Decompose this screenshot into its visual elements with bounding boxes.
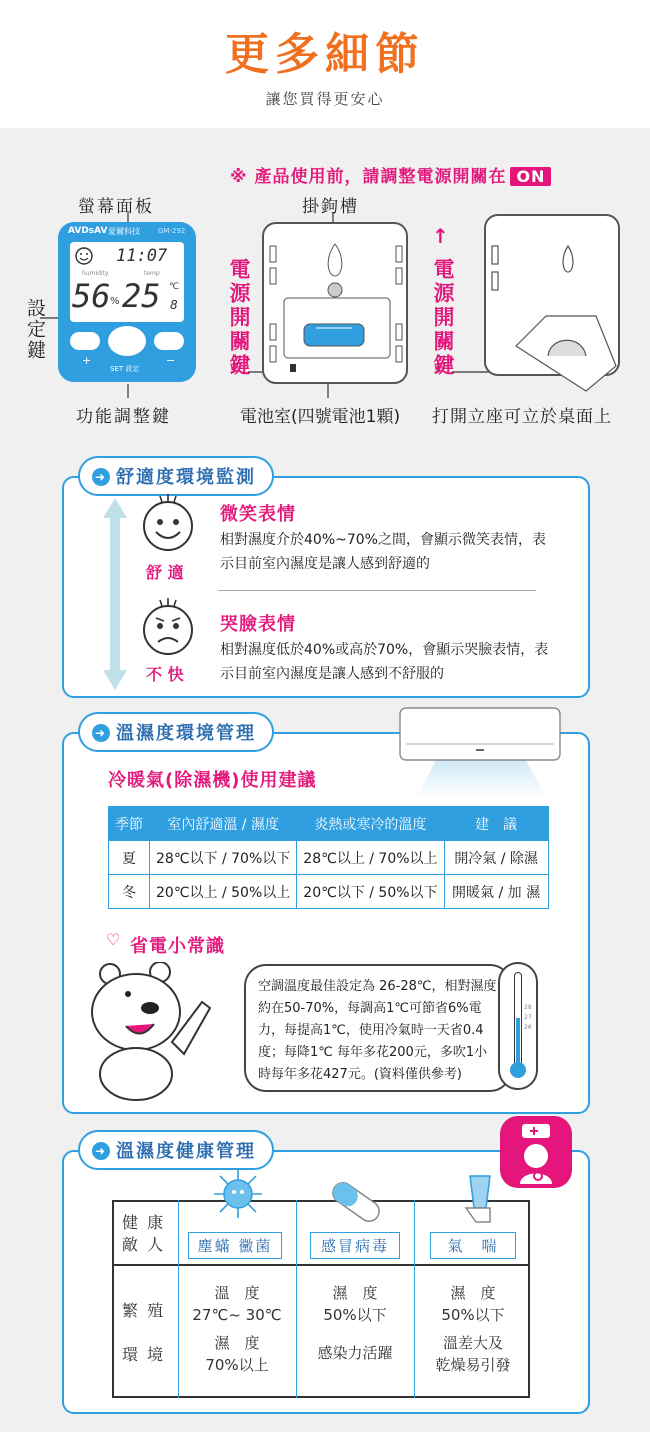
minus-label: − bbox=[166, 354, 176, 367]
dust-mite-icon bbox=[210, 1166, 266, 1222]
label-hook-slot: 掛鉤槽 bbox=[302, 197, 359, 217]
table-cell: 冬 bbox=[109, 875, 150, 909]
label-function-keys: 功能調整鍵 bbox=[76, 407, 171, 427]
thermometer-icon bbox=[498, 962, 538, 1090]
device-humidity-unit: % bbox=[110, 296, 120, 307]
smile-title: 微笑表情 bbox=[220, 504, 296, 525]
bear-mascot bbox=[80, 962, 220, 1102]
label-comfortable: 舒 適 bbox=[146, 563, 184, 582]
health-cell: 感染力活躍 bbox=[317, 1344, 393, 1362]
device-humidity-label: humidity bbox=[82, 270, 109, 277]
set-label: SET 設定 bbox=[110, 365, 140, 373]
device-time: 11:07 bbox=[116, 246, 168, 266]
health-cell: 濕 度 70%以上 bbox=[205, 1334, 269, 1374]
tip-title: 省電小常識 bbox=[130, 936, 225, 957]
arrow-right-icon: ➜ bbox=[92, 724, 110, 742]
device-back bbox=[262, 222, 408, 384]
label-battery: 電池室(四號電池1顆) bbox=[240, 407, 401, 427]
table-row bbox=[109, 841, 549, 875]
divider bbox=[218, 590, 536, 591]
label-power-switch-2: 電源開關鍵 bbox=[431, 258, 455, 378]
table-header: 季節 bbox=[109, 807, 150, 841]
arrow-right-icon: ➜ bbox=[92, 468, 110, 486]
arrow-right-icon: ➜ bbox=[92, 1142, 110, 1160]
table-cell: 28℃以上 / 70%以上 bbox=[297, 841, 444, 875]
table-header: 炎熱或寒冷的溫度 bbox=[297, 807, 444, 841]
comfort-heading: ➜ 舒適度環境監測 bbox=[78, 456, 274, 496]
ac-table bbox=[108, 806, 549, 909]
health-table-divider bbox=[112, 1264, 530, 1266]
smile-face-icon-large bbox=[134, 494, 202, 556]
device-brand-cn: 愛爾科技 bbox=[108, 227, 140, 236]
page-subtitle: 讓您買得更安心 bbox=[265, 90, 385, 108]
double-arrow-icon bbox=[100, 498, 130, 690]
nurse-icon bbox=[498, 1114, 574, 1190]
inhaler-icon bbox=[456, 1172, 500, 1228]
health-cell: 溫 度 27℃~ 30℃ bbox=[192, 1284, 282, 1324]
smile-text: 相對濕度介於40%~70%之間，會顯示微笑表情，表示目前室內濕度是讓人感到舒適的 bbox=[220, 532, 546, 572]
smile-face-icon bbox=[74, 246, 94, 266]
device-screen bbox=[70, 242, 184, 322]
label-power-switch: 電源開關鍵 bbox=[227, 258, 251, 378]
sad-face-icon bbox=[134, 598, 202, 660]
table-cell: 20℃以下 / 50%以下 bbox=[297, 875, 444, 909]
air-conditioner-icon bbox=[396, 702, 564, 798]
device-model: GM-292 bbox=[158, 227, 186, 235]
health-condition-label: 繁 殖 環 境 bbox=[122, 1301, 166, 1364]
label-setting-key: 設定鍵 bbox=[24, 298, 46, 361]
health-cell: 濕 度 50%以下 bbox=[323, 1284, 387, 1324]
thermo-tick: 28 bbox=[524, 1004, 532, 1011]
label-uncomfortable: 不 快 bbox=[146, 665, 184, 684]
set-button[interactable] bbox=[108, 326, 146, 356]
table-cell: 夏 bbox=[109, 841, 150, 875]
health-cell: 溫差大及 乾燥易引發 bbox=[435, 1334, 511, 1374]
capsule-icon bbox=[324, 1176, 388, 1228]
tip-text: 空調溫度最佳設定為 26-28℃，相對濕度約在50-70%，每調高1℃可節省6%電力，每提高1℃，使用冷氣時一天省0.4度；每降1℃ 每年多花200元，多吹1小時每年多花427元。(資料僅供參考) bbox=[258, 979, 497, 1082]
device-stand bbox=[484, 214, 620, 376]
up-arrow-icon: ↑ bbox=[432, 224, 449, 248]
plus-label: + bbox=[82, 354, 92, 367]
tip-bubble bbox=[244, 964, 512, 1092]
minus-button[interactable] bbox=[154, 332, 184, 350]
device-temp-label: temp bbox=[144, 270, 160, 277]
health-cell: 濕 度 50%以下 bbox=[441, 1284, 505, 1324]
thermo-tick: 27 bbox=[524, 1014, 532, 1021]
plus-button[interactable] bbox=[70, 332, 100, 350]
table-header: 室內舒適溫 / 濕度 bbox=[150, 807, 297, 841]
health-col-asthma: 氣 喘 bbox=[430, 1232, 516, 1259]
health-enemy-label: 健 康 敵 人 bbox=[122, 1213, 166, 1254]
device-front bbox=[58, 222, 196, 382]
table-header: 建 議 bbox=[444, 807, 548, 841]
device-temp-unit: ℃ bbox=[169, 282, 180, 292]
heart-icon: ♡ bbox=[106, 930, 121, 949]
label-screen-panel: 螢幕面板 bbox=[78, 197, 154, 217]
on-badge: ON bbox=[510, 167, 551, 186]
device-back-drawing bbox=[264, 224, 410, 386]
ac-title: 冷暖氣(除濕機)使用建議 bbox=[108, 770, 317, 791]
device-temp: 25 bbox=[122, 277, 161, 315]
label-stand: 打開立座可立於桌面上 bbox=[432, 407, 612, 427]
device-brand: AVDsAV bbox=[68, 226, 108, 236]
table-row bbox=[109, 875, 549, 909]
table-cell: 開冷氣 / 除濕 bbox=[444, 841, 548, 875]
sad-title: 哭臉表情 bbox=[220, 614, 296, 635]
device-temp-decimal: 8 bbox=[170, 298, 178, 312]
humidity-heading: ➜ 溫濕度環境管理 bbox=[78, 712, 274, 752]
device-humidity: 56 bbox=[72, 277, 111, 315]
table-cell: 20℃以上 / 50%以上 bbox=[150, 875, 297, 909]
page-title: 更多細節 bbox=[225, 29, 425, 80]
health-heading: ➜ 溫濕度健康管理 bbox=[78, 1130, 274, 1170]
table-cell: 開暖氣 / 加 濕 bbox=[444, 875, 548, 909]
table-cell: 28℃以下 / 70%以下 bbox=[150, 841, 297, 875]
power-notice: ※ 產品使用前，請調整電源開關在 ON bbox=[230, 162, 551, 187]
health-col-dust-mite: 塵蟎 黴菌 bbox=[188, 1232, 282, 1259]
thermo-tick: 26 bbox=[524, 1024, 532, 1031]
health-col-virus: 感冒病毒 bbox=[310, 1232, 400, 1259]
device-stand-drawing bbox=[486, 216, 622, 406]
sad-text: 相對濕度低於40%或高於70%，會顯示哭臉表情，表示目前室內濕度是讓人感到不舒服的 bbox=[220, 642, 549, 682]
table-header-row bbox=[109, 807, 549, 841]
